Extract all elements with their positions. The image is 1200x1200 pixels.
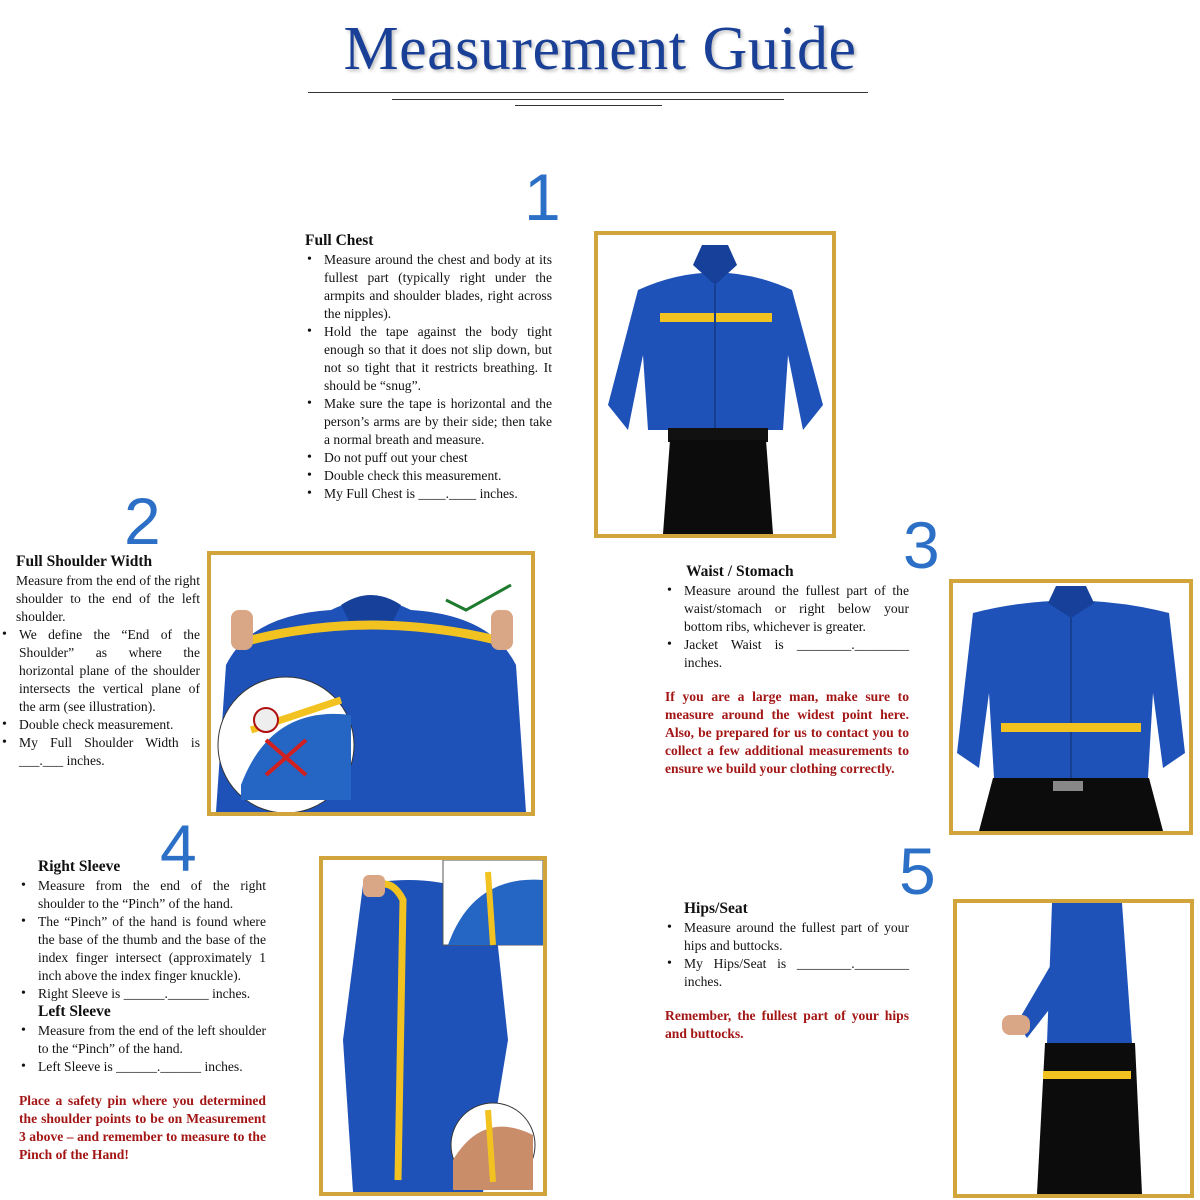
step-number: 3 (903, 508, 940, 582)
sleeve-measurement-photo (319, 856, 547, 1196)
hips-instructions (665, 900, 909, 1043)
instruction-item: • My Full Shoulder Width is ___.___ inches. (19, 734, 200, 770)
section-title: Waist / Stomach (686, 563, 794, 580)
sleeve-instructions (19, 858, 266, 1164)
warning-note: If you are a large man, make sure to measure around the widest point here. Also, be prepared for us to contact you to collect a few additional measurements to ensure we build your clothing correctly. (665, 689, 909, 776)
shoulder-instructions (16, 553, 200, 770)
instruction-item: • My Full Chest is ____.____ inches. (324, 485, 552, 503)
instruction-item: • Measure from the end of the right shoulder to the “Pinch” of the hand. (38, 877, 266, 913)
section-title: Full Shoulder Width (16, 553, 153, 570)
instruction-item: • Double check measurement. (19, 716, 200, 734)
instruction-item: • Do not puff out your chest (324, 449, 552, 467)
warning-note: Remember, the fullest part of your hips and buttocks. (665, 1008, 909, 1041)
instruction-item: • Measure around the fullest part of your hips and buttocks. (684, 919, 909, 955)
step-number: 1 (524, 160, 561, 234)
instruction-item: • Measure around the fullest part of the waist/stomach or right below your bottom ribs, whichever is greater. (684, 582, 909, 636)
title-divider (515, 105, 662, 106)
section-title: Right Sleeve (38, 858, 121, 875)
instruction-item: • We define the “End of the Shoulder” as where the horizontal plane of the shoulder intersects the vertical plane of the arm (see illustration). (19, 626, 200, 716)
step-number: 5 (899, 834, 936, 908)
instruction-item: • Left Sleeve is ______.______ inches. (38, 1058, 266, 1076)
instruction-item: • My Hips/Seat is ________.________ inches. (684, 955, 909, 991)
section-title: Full Chest (305, 232, 374, 249)
instruction-text: Measure from the end of the right shoulder to the end of the left shoulder. (16, 573, 200, 624)
instruction-item: • Jacket Waist is ________.________ inches. (684, 636, 909, 672)
full-chest-instructions (305, 232, 552, 503)
instruction-item: • Right Sleeve is ______.______ inches. (38, 985, 266, 1003)
title-divider (308, 92, 868, 93)
instruction-item: • The “Pinch” of the hand is found where the base of the thumb and the base of the index finger intersect (approximately 1 inch above the index finger knuckle). (38, 913, 266, 985)
page-title: Measurement Guide (343, 15, 857, 83)
title-divider (392, 99, 784, 100)
hips-measurement-photo (953, 899, 1194, 1198)
waist-measurement-photo (949, 579, 1193, 835)
warning-note: Place a safety pin where you determined the shoulder points to be on Measurement 3 above – and remember to measure to the Pinch of the Hand! (19, 1093, 266, 1162)
step-number: 4 (160, 811, 197, 885)
section-title: Left Sleeve (38, 1003, 111, 1020)
waist-instructions (665, 563, 909, 778)
instruction-item: • Measure from the end of the left shoulder to the “Pinch” of the hand. (38, 1022, 266, 1058)
shoulder-measurement-photo (207, 551, 535, 816)
section-title: Hips/Seat (684, 900, 748, 917)
chest-measurement-photo (594, 231, 836, 538)
instruction-item: • Hold the tape against the body tight enough so that it does not slip down, but not so tight that it restricts breathing. It should be “snug”. (324, 323, 552, 395)
instruction-item: • Measure around the chest and body at its fullest part (typically right under the armpits and shoulder blades, right across the nipples). (324, 251, 552, 323)
step-number: 2 (124, 484, 161, 558)
instruction-item: • Make sure the tape is horizontal and the person’s arms are by their side; then take a normal breath and measure. (324, 395, 552, 449)
instruction-item: • Double check this measurement. (324, 467, 552, 485)
